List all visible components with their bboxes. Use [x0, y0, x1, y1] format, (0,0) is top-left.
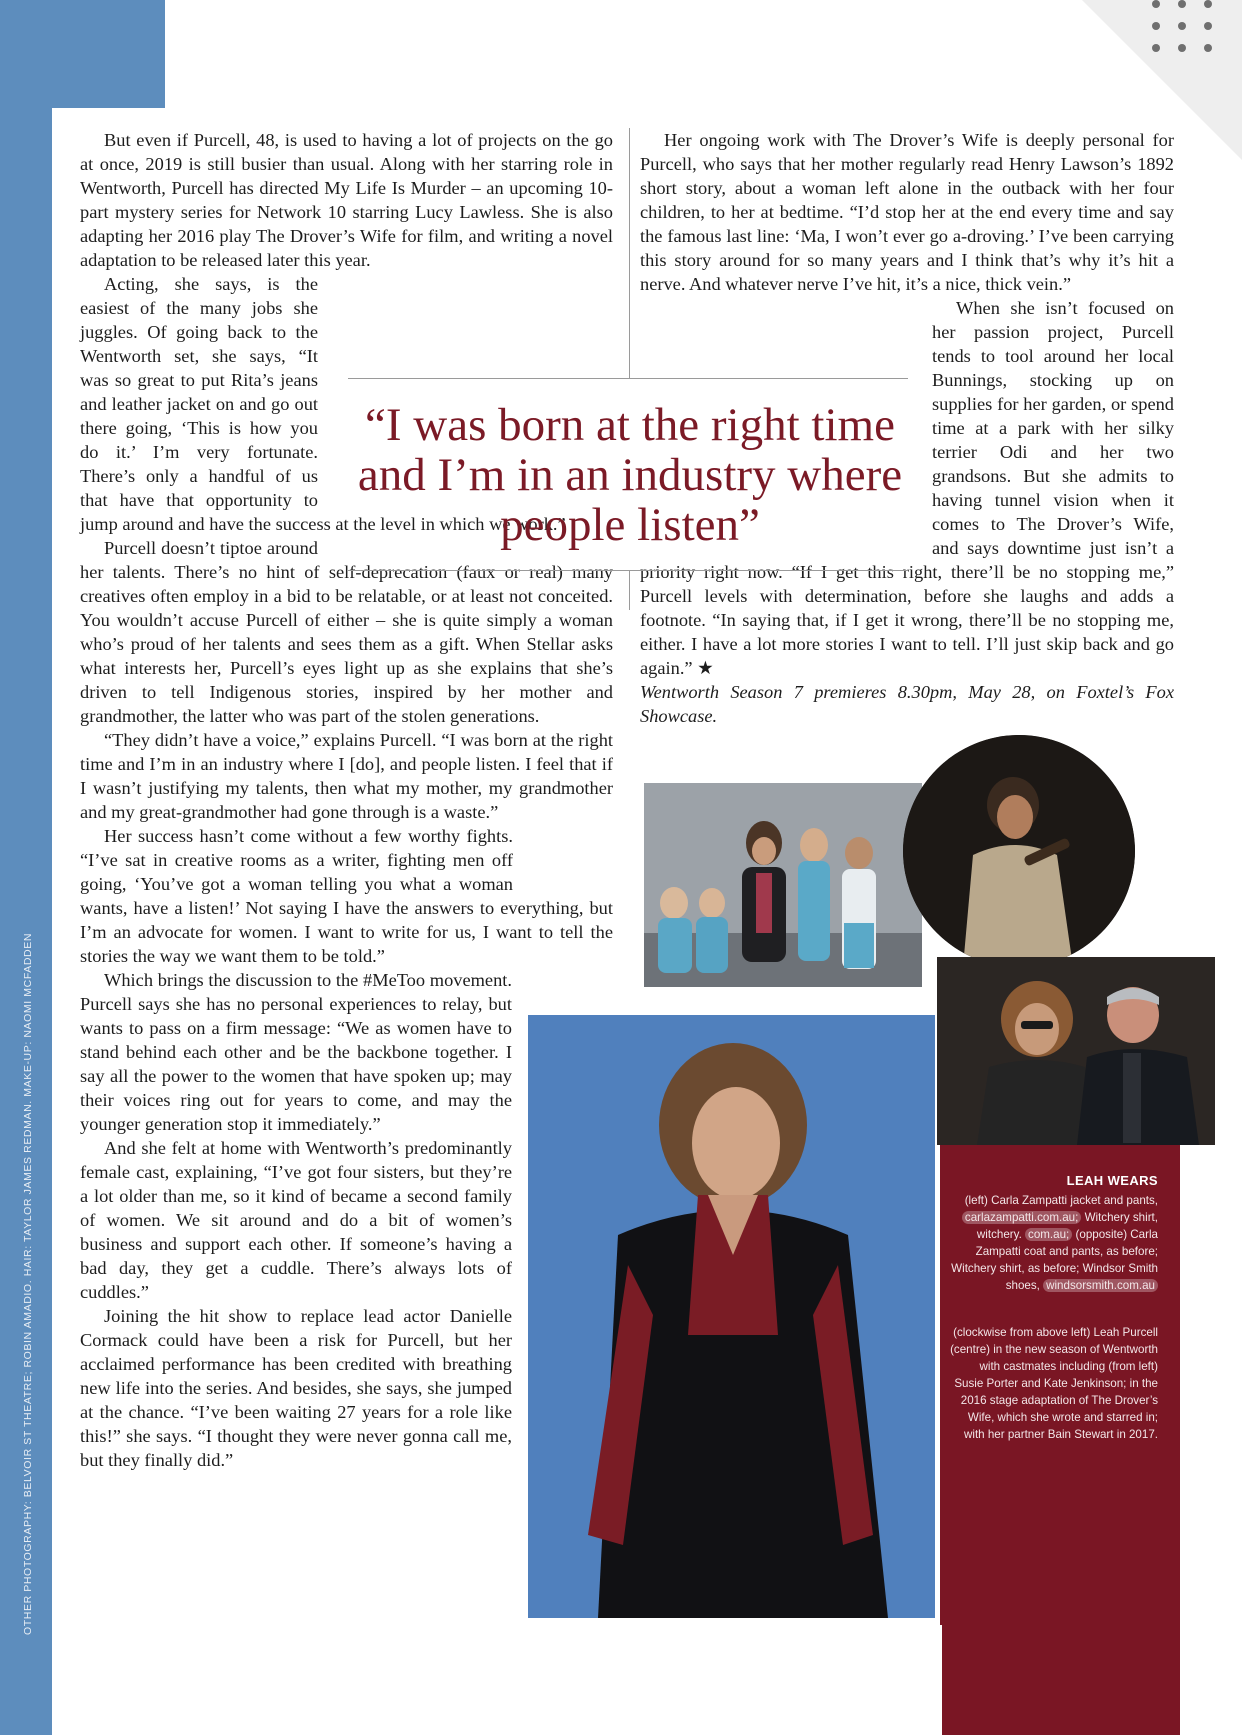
pull-quote-rule-bottom	[348, 570, 908, 571]
bottom-margin	[52, 1625, 942, 1735]
sidebar-heading: LEAH WEARS	[1066, 1173, 1158, 1188]
top-margin	[165, 0, 1242, 108]
paragraph: Joining the hit show to replace lead actor Danielle Cormack could have been a risk for Purcell, but her acclaimed performance has been credited with breathing new life into the series. And besides, she says, she jumped at the chance. “I’ve been waiting 27 years for a role like this!” she says. “I thought they were never gonna call me, but they finally did.”	[80, 1306, 512, 1470]
paragraph: “They didn’t have a voice,” explains Purcell. “I was born at the right time and I’m in an industry where I [do], and people listen. I feel that if I wasn’t justifying my talents, then what my mother, my grandmother and my great-grandmother had gone through is a waste.”	[80, 730, 613, 822]
photo-credit: OTHER PHOTOGRAPHY: BELVOIR ST THEATRE; ROBIN AMADIO. HAIR: TAYLOR JAMES REDMAN. MAKE-UP: NAOMI MCFADDEN	[22, 932, 34, 1635]
premiere-info: Wentworth Season 7 premieres 8.30pm, May 28, on Foxtel’s Fox Showcase.	[640, 682, 1174, 726]
caption-sidebar	[940, 1145, 1180, 1735]
stage-photo	[903, 735, 1135, 967]
couple-photo	[937, 957, 1215, 1145]
pull-quote: “I was born at the right time and I’m in an industry where people listen”	[357, 399, 903, 551]
paragraph: Acting, she says, is the easiest of the many jobs she juggles. Of going back to the Wentworth set, she says, “It was so great to put Rita’s jeans and leather jacket on and go out there going, ‘This is how you do it.’ I’m very fortunate. There’s only a handful of us that have that opportunity to jump around and have the success at the level in which we work.”	[80, 274, 566, 534]
pull-quote-rule-top	[348, 378, 908, 379]
photo-caption: (clockwise from above left) Leah Purcell (centre) in the new season of Wentworth with castmates including (from left) Susie Porter and Kate Jenkinson; in the 2016 stage adaptation of The Drover’s Wife, which she wrote and starred in; with her partner Bain Stewart in 2017.	[950, 1326, 1158, 1441]
paragraph: And she felt at home with Wentworth’s predominantly female cast, explaining, “I’ve got four sisters, but they’re a lot older than me, so it kind of became a second family of women. We sit around and do a bit of women’s business and support each other. If someone’s having a bad day, they get a cuddle. There’s always lots of cuddles.”	[80, 1138, 512, 1302]
paragraph: Her ongoing work with The Drover’s Wife is deeply personal for Purcell, who says that her mother regularly read Henry Lawson’s 1892 short story, about a woman left alone in the outback with her four children, to her at bedtime. “I’d stop her at the end every time and say the famous last line: ‘Ma, I won’t ever go a-droving.’ I’ve been carrying this story around for so many years and I think that’s why it’s hit a nerve. And whatever nerve I’ve hit, it’s a nice, thick vein.”	[640, 130, 1174, 294]
paragraph: Her success hasn’t come without a few worthy fights. “I’ve sat in creative rooms as a writer, fighting men off going, ‘You’ve got a woman telling you what a woman wants, have a listen!’ Not saying I have the answers to everything, but I’m an advocate for women. I want to write for us, I want to tell the stories the way we want them to be told.”	[80, 826, 613, 966]
paragraph: Purcell doesn’t tiptoe around her talents. There’s no hint of self-deprecation (faux or real) many creatives often employ in a bid to be relatable, or at least not conceited. You wouldn’t accuse Purcell of either – she is quite simply a woman who’s proud of her talents and sees them as a gift. When Stellar asks what interests her, Purcell’s eyes light up as she explains that she’s driven to tell Indigenous stories, inspired by her mother and grandmother, the latter who was part of the stolen generations.	[80, 538, 613, 726]
paragraph: Which brings the discussion to the #MeToo movement. Purcell says she has no personal experiences to relay, but wants to pass on a firm message: “We as women have to stand behind each other and be the backbone together. I say all the power to the women that have spoken up; may their voices ring out for years to come, and may the younger generation stop it immediately.”	[80, 970, 512, 1134]
dots-grid-icon	[1152, 0, 1232, 64]
column-divider-bottom	[629, 570, 630, 610]
column-divider-top	[629, 128, 630, 378]
paragraph: But even if Purcell, 48, is used to having a lot of projects on the go at once, 2019 is still busier than usual. Along with her starring role in Wentworth, Purcell has directed My Life Is Murder – an upcoming 10-part mystery series for Network 10 starring Lucy Lawless. She is also adapting her 2016 play The Drover’s Wife for film, and writing a novel adaptation to be released later this year.	[80, 130, 613, 270]
wardrobe-credits: (left) Carla Zampatti jacket and pants, carlazampatti.com.au; Witchery shirt, witchery. com.au; (opposite) Carla Zampatti coat and pants, as before; Witchery shirt, as before; Windsor Smith shoes, windsorsmith.com.au	[951, 1194, 1158, 1292]
cast-photo	[644, 783, 922, 987]
portrait-photo	[528, 1015, 935, 1618]
paragraph: When she isn’t focused on her passion project, Purcell tends to tool around her local Bunnings, stocking up on supplies for her garden, or spend time at a park with her silky terrier Odi and her two grandsons. But she admits to having tunnel vision when it comes to The Drover’s Wife, and says downtime just isn’t a priority right now. “If I get this right, there’ll be no stopping me,” Purcell levels with determination, before she laughs and adds a footnote. “In saying that, if I get it wrong, there’ll be no stopping me, either. I have a lot more stories I want to tell. I’ll just skip back and go again.” ★	[640, 298, 1174, 678]
